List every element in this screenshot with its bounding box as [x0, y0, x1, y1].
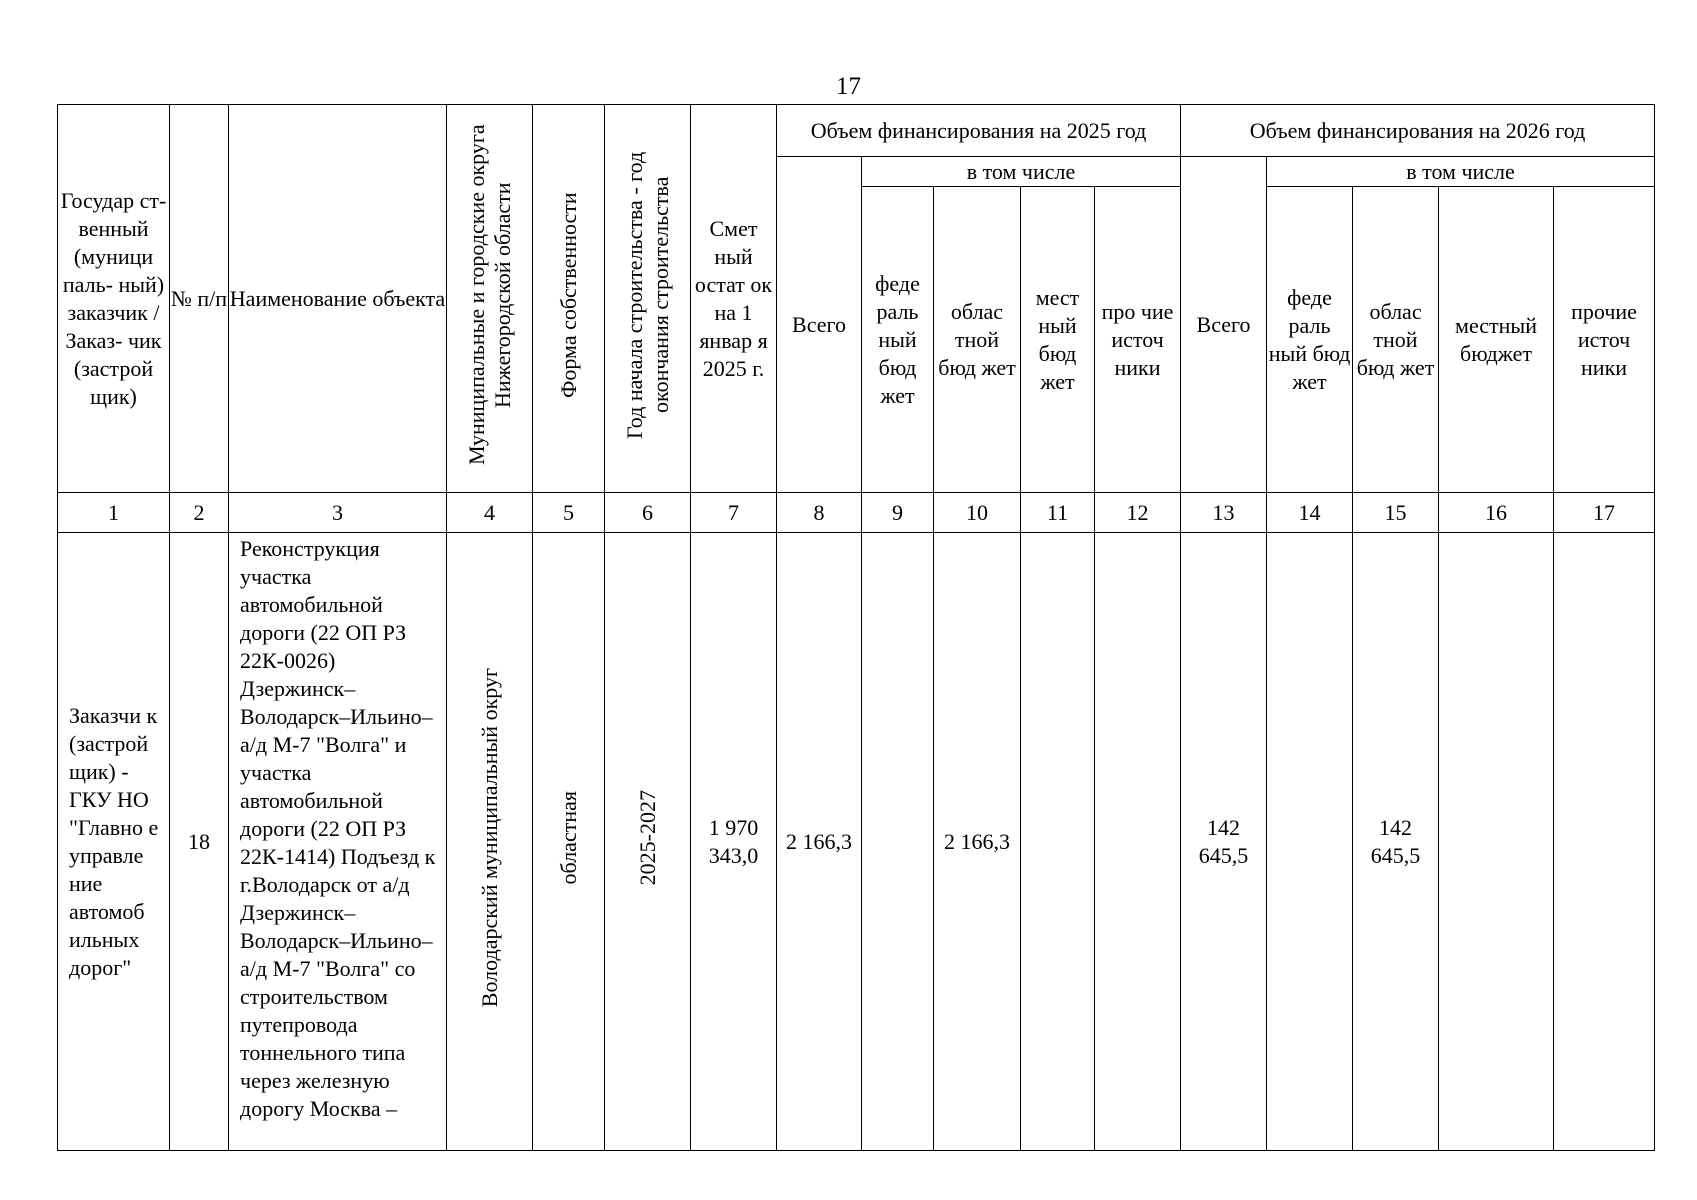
table-row — [58, 533, 1655, 1151]
header-years-text: Год начала строительства - год окончания строительства — [621, 151, 673, 439]
row-loc-2026 — [1439, 533, 1554, 1151]
colnum-5: 5 — [533, 493, 605, 533]
row-num: 18 — [170, 533, 229, 1151]
header-fed-2026: феде раль ный бюд жет — [1267, 187, 1353, 493]
header-fin-2026: Объем финансирования на 2026 год — [1181, 105, 1655, 157]
row-customer: Заказчи к (застрой щик) - ГКУ НО "Главно е управле ние автомоб ильных дорог" — [58, 533, 170, 1151]
row-ownership — [533, 533, 605, 1151]
colnum-8: 8 — [777, 493, 862, 533]
header-estimate: Смет ный остат ок на 1 январ я 2025 г. — [691, 105, 777, 493]
colnum-2: 2 — [170, 493, 229, 533]
header-total-2025: Всего — [777, 157, 862, 493]
header-incl-2026: в том числе — [1267, 157, 1655, 187]
row-fed-2025 — [862, 533, 934, 1151]
header-reg-2026: облас тной бюд жет — [1353, 187, 1439, 493]
colnum-13: 13 — [1181, 493, 1267, 533]
header-municipal-text: Муниципальные и городские округа Нижегородской области — [463, 124, 515, 466]
colnum-16: 16 — [1439, 493, 1554, 533]
row-oth-2025 — [1095, 533, 1181, 1151]
row-total-2026: 142 645,5 — [1181, 533, 1267, 1151]
colnum-4: 4 — [447, 493, 533, 533]
colnum-17: 17 — [1554, 493, 1655, 533]
header-customer: Государ ст- венный (муници паль- ный) заказчик / Заказ- чик (застрой щик) — [58, 105, 170, 493]
colnum-12: 12 — [1095, 493, 1181, 533]
colnum-15: 15 — [1353, 493, 1439, 533]
row-years — [605, 533, 691, 1151]
header-oth-2026: прочие источ ники — [1554, 187, 1655, 493]
header-loc-2026: местный бюджет — [1439, 187, 1554, 493]
colnum-1: 1 — [58, 493, 170, 533]
row-municipal-text: Володарский муниципальный округ — [476, 668, 502, 1008]
row-reg-2026: 142 645,5 — [1353, 533, 1439, 1151]
row-oth-2026 — [1554, 533, 1655, 1151]
financing-table — [57, 104, 1655, 1151]
row-municipal — [447, 533, 533, 1151]
header-object-name: Наименование объекта — [229, 105, 447, 493]
header-ownership-text: Форма собственности — [555, 192, 581, 398]
header-ownership — [533, 105, 605, 493]
colnum-10: 10 — [934, 493, 1021, 533]
colnum-11: 11 — [1021, 493, 1095, 533]
header-municipal — [447, 105, 533, 493]
row-ownership-text: областная — [555, 791, 581, 885]
colnum-6: 6 — [605, 493, 691, 533]
page-number: 17 — [836, 73, 861, 100]
header-loc-2025: мест ный бюд жет — [1021, 187, 1095, 493]
column-numbers-row — [58, 493, 1655, 533]
header-fin-2025: Объем финансирования на 2025 год — [777, 105, 1181, 157]
row-fed-2026 — [1267, 533, 1353, 1151]
colnum-3: 3 — [229, 493, 447, 533]
colnum-7: 7 — [691, 493, 777, 533]
colnum-14: 14 — [1267, 493, 1353, 533]
row-reg-2025: 2 166,3 — [934, 533, 1021, 1151]
colnum-9: 9 — [862, 493, 934, 533]
header-incl-2025: в том числе — [862, 157, 1181, 187]
header-reg-2025: облас тной бюд жет — [934, 187, 1021, 493]
header-years — [605, 105, 691, 493]
header-fed-2025: феде раль ный бюд жет — [862, 187, 934, 493]
header-total-2026: Всего — [1181, 157, 1267, 493]
row-object-name: Реконструкция участка автомобильной дороги (22 ОП РЗ 22К-0026) Дзержинск–Володарск–Ильино–а/д М-7 "Волга" и участка автомобильной дороги (22 ОП РЗ 22К-1414) Подъезд к г.Володарск от а/д Дзержинск–Володарск–Ильино–а/д М-7 "Волга" со строительством путепровода тоннельного типа через железную дорогу Москва – — [229, 533, 447, 1151]
row-loc-2025 — [1021, 533, 1095, 1151]
header-num: № п/п — [170, 105, 229, 493]
row-years-text: 2025-2027 — [634, 790, 660, 886]
header-oth-2025: про чие источ ники — [1095, 187, 1181, 493]
row-estimate: 1 970 343,0 — [691, 533, 777, 1151]
row-total-2025: 2 166,3 — [777, 533, 862, 1151]
